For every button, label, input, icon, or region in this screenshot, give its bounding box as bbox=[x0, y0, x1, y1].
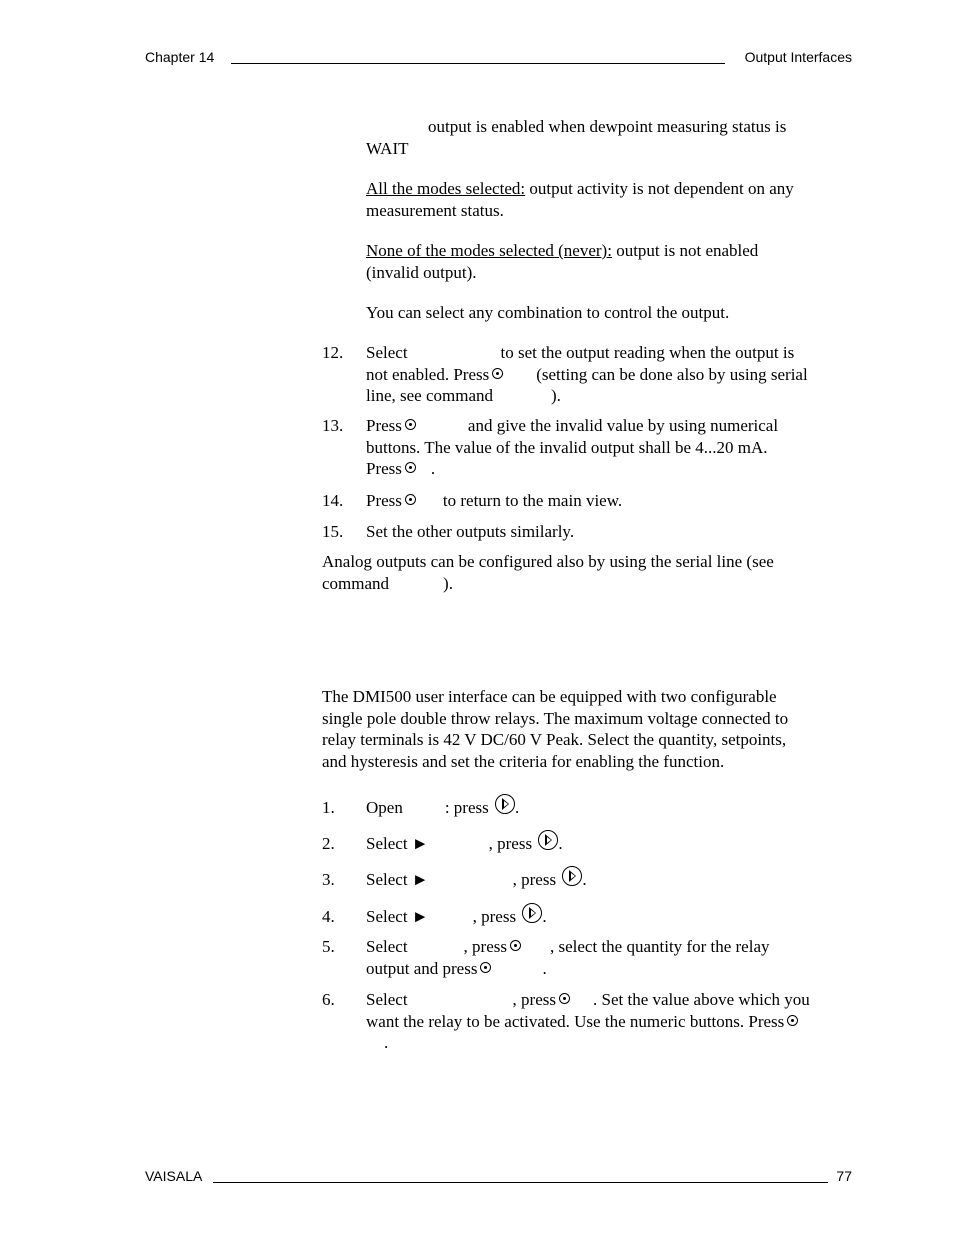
step-text: output and press bbox=[366, 958, 478, 978]
step-number: 13. bbox=[322, 416, 344, 435]
step-text: (setting can be done also by using serial bbox=[536, 364, 808, 384]
step-14 bbox=[366, 490, 852, 512]
right-arrow-button-icon bbox=[562, 866, 582, 886]
footer-rule bbox=[213, 1182, 828, 1183]
step-text: Press bbox=[366, 491, 402, 510]
step-text: to set the output reading when the output is bbox=[500, 343, 795, 362]
analog-note-text: ). bbox=[443, 573, 453, 593]
step-text: , press bbox=[512, 990, 556, 1009]
header-section: Output Interfaces bbox=[744, 49, 852, 65]
wait-text: output is enabled when dewpoint measuring status is bbox=[428, 117, 787, 136]
step-text: Select bbox=[366, 343, 408, 362]
step-3 bbox=[366, 862, 852, 897]
select-button-icon bbox=[480, 962, 491, 973]
step-text: , select the quantity for the relay bbox=[550, 937, 770, 956]
step-text: , press bbox=[512, 870, 557, 889]
step-1 bbox=[366, 790, 852, 825]
step-text: ). bbox=[551, 386, 561, 405]
step-text: to return to the main view. bbox=[442, 491, 623, 510]
none-modes-label: None of the modes selected (never): bbox=[366, 241, 612, 260]
step-13 bbox=[366, 415, 852, 480]
wait-mode bbox=[366, 116, 852, 159]
step-text: . bbox=[515, 798, 520, 817]
relay-intro-line: and hysteresis and set the criteria for enabling the function. bbox=[322, 751, 725, 771]
step-text: buttons. The value of the invalid output shall be 4...20 mA. bbox=[366, 437, 768, 457]
header-chapter: Chapter 14 bbox=[145, 49, 215, 65]
step-text: , press bbox=[472, 907, 517, 926]
select-button-icon bbox=[787, 1015, 798, 1026]
all-modes-label: All the modes selected: bbox=[366, 179, 526, 198]
select-button-icon bbox=[405, 419, 416, 430]
relay-intro-line: single pole double throw relays. The maximum voltage connected to bbox=[322, 708, 789, 728]
step-12 bbox=[366, 342, 852, 407]
step-text: Open bbox=[366, 798, 403, 817]
step-text: line, see command bbox=[366, 386, 493, 405]
step-text: . bbox=[558, 834, 563, 853]
step-number: 3. bbox=[322, 870, 335, 889]
relay-intro bbox=[322, 686, 852, 772]
right-arrow-button-icon bbox=[522, 903, 542, 923]
all-modes-text: output activity is not dependent on any bbox=[529, 179, 794, 198]
select-button-icon bbox=[492, 368, 503, 379]
step-text: Select ► bbox=[366, 870, 429, 889]
none-modes-text-2: (invalid output). bbox=[366, 262, 477, 282]
step-text: not enabled. Press bbox=[366, 364, 490, 384]
step-text: Select ► bbox=[366, 907, 429, 926]
select-button-icon bbox=[559, 993, 570, 1004]
combination-note: You can select any combination to control the output. bbox=[366, 303, 730, 322]
step-text: . bbox=[430, 459, 436, 478]
step-text: Select bbox=[366, 990, 408, 1009]
step-number: 6. bbox=[322, 990, 335, 1009]
step-text: Press bbox=[366, 416, 402, 435]
step-number: 4. bbox=[322, 907, 335, 926]
wait-label: WAIT bbox=[366, 138, 409, 158]
footer-brand: VAISALA bbox=[145, 1168, 203, 1184]
right-arrow-button-icon bbox=[495, 794, 515, 814]
relay-intro-line: relay terminals is 42 V DC/60 V Peak. Select the quantity, setpoints, bbox=[322, 730, 787, 749]
none-modes bbox=[366, 240, 852, 283]
step-text: Select bbox=[366, 937, 408, 956]
step-2 bbox=[366, 826, 852, 861]
step-text: . bbox=[384, 1033, 389, 1052]
step-number: 15. bbox=[322, 522, 344, 541]
step-text: . Set the value above which you bbox=[593, 990, 810, 1009]
right-arrow-button-icon bbox=[538, 830, 558, 850]
step-5 bbox=[366, 936, 852, 979]
relay-intro-line: The DMI500 user interface can be equipped with two configurable bbox=[322, 687, 777, 706]
step-15: Set the other outputs similarly. bbox=[366, 522, 575, 541]
none-modes-text: output is not enabled bbox=[616, 241, 759, 260]
step-text: , press bbox=[488, 834, 533, 853]
analog-note bbox=[322, 551, 852, 594]
footer-page-number: 77 bbox=[836, 1168, 852, 1184]
step-number: 1. bbox=[322, 798, 335, 817]
analog-note-text: Analog outputs can be configured also by using the serial line (see bbox=[322, 552, 774, 571]
step-text: Press bbox=[366, 459, 402, 478]
header-rule bbox=[231, 63, 725, 64]
select-button-icon bbox=[405, 462, 416, 473]
step-number: 14. bbox=[322, 491, 344, 510]
step-number: 5. bbox=[322, 937, 335, 956]
step-number: 12. bbox=[322, 343, 344, 362]
step-number: 2. bbox=[322, 834, 335, 853]
analog-note-text: command bbox=[322, 573, 390, 593]
step-4 bbox=[366, 899, 852, 934]
step-text: . bbox=[582, 870, 587, 889]
all-modes-text-2: measurement status. bbox=[366, 200, 504, 220]
step-6 bbox=[366, 989, 852, 1054]
step-text: : press bbox=[444, 798, 489, 817]
step-text: Select ► bbox=[366, 834, 429, 853]
step-text: want the relay to be activated. Use the numeric buttons. Press bbox=[366, 1011, 785, 1031]
step-text: , press bbox=[463, 937, 507, 956]
step-text: . bbox=[542, 907, 547, 926]
all-modes bbox=[366, 178, 852, 221]
select-button-icon bbox=[510, 940, 521, 951]
step-text: . bbox=[542, 958, 547, 978]
step-text: and give the invalid value by using numerical bbox=[467, 416, 779, 435]
select-button-icon bbox=[405, 494, 416, 505]
